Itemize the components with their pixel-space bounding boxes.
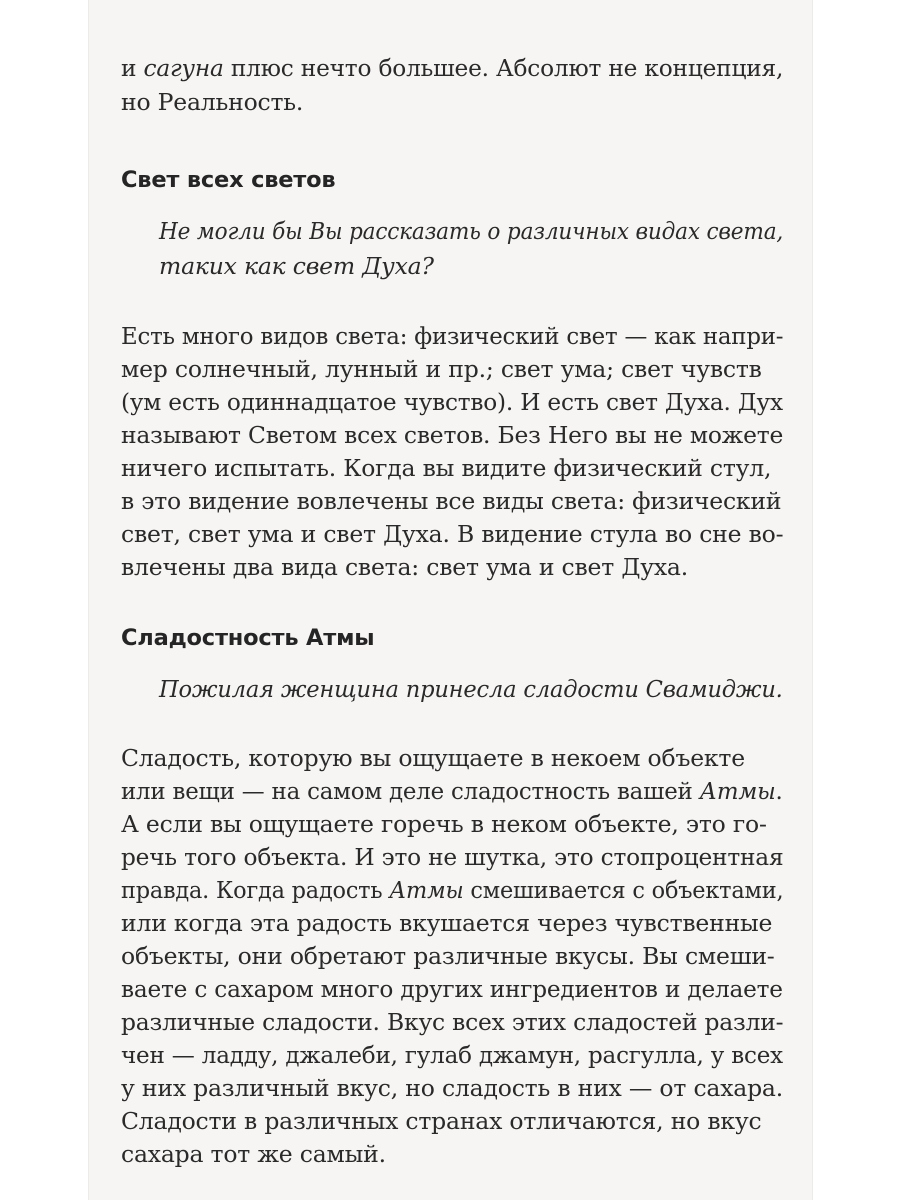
paragraph-line: влечены два вида света: свет ума и свет Духа.: [121, 553, 688, 581]
section-heading: Сладостность Атмы: [121, 625, 375, 651]
section-heading: Свет всех светов: [121, 167, 336, 193]
paragraph-line: чен — ладду, джалеби, гулаб джамун, расгулла, у всех: [121, 1041, 783, 1069]
paragraph-line: или когда эта радость вкушается через чувственные: [121, 909, 773, 937]
paragraph-line: различные сладости. Вкус всех этих сладостей разли-: [121, 1008, 784, 1036]
question-line: Пожилая женщина принесла сладости Свамиджи.: [159, 675, 783, 703]
text-line: но Реальность.: [121, 88, 304, 116]
paragraph-line: называют Светом всех светов. Без Него вы не можете: [121, 421, 784, 449]
paragraph-line: свет, свет ума и свет Духа. В видение стула во сне во-: [121, 520, 784, 548]
question-line: Не могли бы Вы рассказать о различных видах света,: [159, 217, 784, 245]
paragraph-line: объекты, они обретают различные вкусы. Вы смеши-: [121, 942, 775, 970]
paragraph-line: Сладость, которую вы ощущаете в некоем объекте: [121, 744, 745, 772]
paragraph-line: или вещи — на самом деле сладостность вашей Атмы.: [121, 777, 783, 805]
paragraph-line: ваете с сахаром много других ингредиентов и делаете: [121, 975, 783, 1003]
paragraph-line: у них различный вкус, но сладость в них — от сахара.: [121, 1074, 784, 1102]
paragraph-line: сахара тот же самый.: [121, 1140, 386, 1168]
paragraph-line: А если вы ощущаете горечь в неком объекте, это го-: [121, 810, 767, 838]
text-line: и сагуна плюс нечто большее. Абсолют не концепция,: [121, 54, 784, 82]
paragraph-line: мер солнечный, лунный и пр.; свет ума; свет чувств: [121, 355, 762, 383]
paragraph-line: речь того объекта. И это не шутка, это стопроцентная: [121, 843, 784, 871]
paragraph-line: (ум есть одиннадцатое чувство). И есть свет Духа. Дух: [121, 388, 783, 416]
paragraph-line: правда. Когда радость Атмы смешивается с объектами,: [121, 876, 784, 904]
paragraph-line: Есть много видов света: физический свет — как напри-: [121, 322, 784, 350]
paragraph-line: Сладости в различных странах отличаются, но вкус: [121, 1107, 762, 1135]
paragraph-line: ничего испытать. Когда вы видите физический стул,: [121, 454, 772, 482]
paragraph-line: в это видение вовлечены все виды света: физический: [121, 487, 782, 515]
question-line: таких как свет Духа?: [159, 252, 434, 280]
